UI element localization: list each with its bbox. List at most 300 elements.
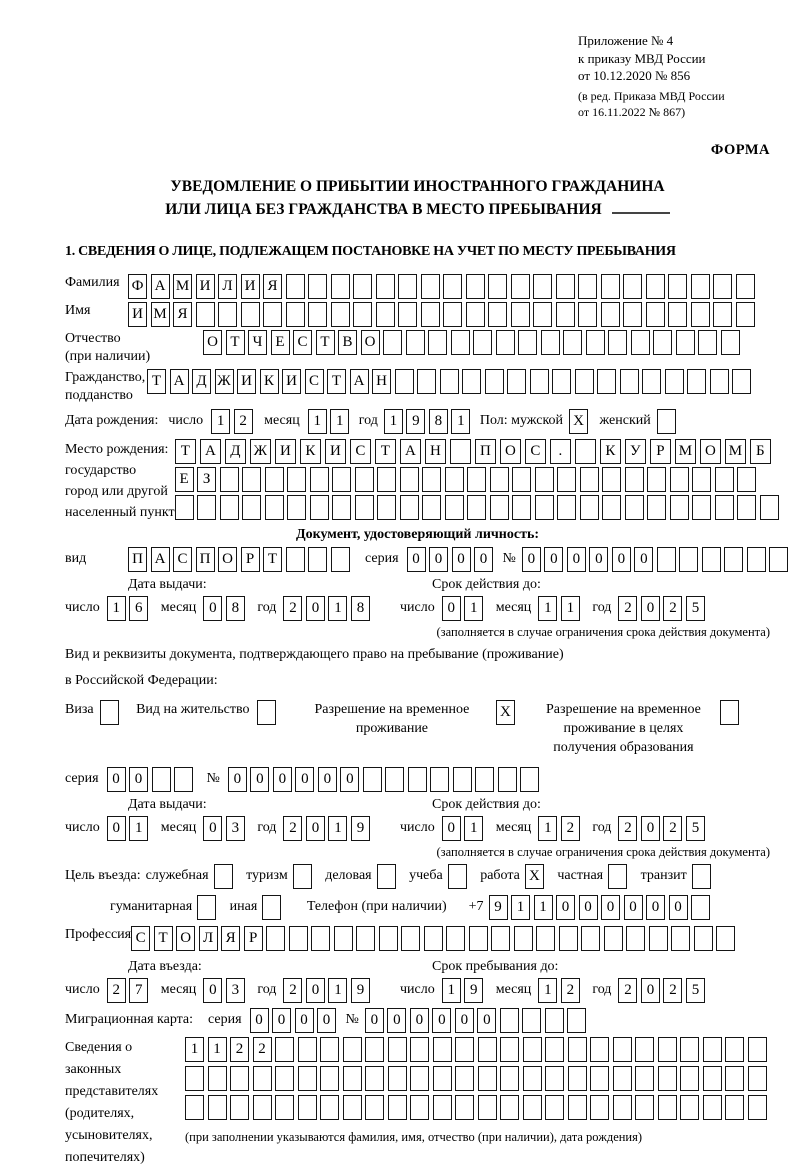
birth-place-cell[interactable] <box>557 495 576 520</box>
legal-reps-cell[interactable] <box>635 1037 654 1062</box>
doc-number-cell[interactable]: 0 <box>522 547 541 572</box>
surname-cell[interactable] <box>736 274 755 299</box>
phone-cell[interactable]: 9 <box>489 895 508 920</box>
doc-issue-year-cell[interactable]: 0 <box>306 596 325 621</box>
patronymic-cell[interactable] <box>631 330 650 355</box>
rvp-number-cell[interactable]: 0 <box>318 767 337 792</box>
patronymic-cell[interactable] <box>496 330 515 355</box>
patronymic-cell[interactable]: С <box>293 330 312 355</box>
purpose-study-cell[interactable] <box>448 864 467 889</box>
profession-cell[interactable] <box>289 926 308 951</box>
rvp-number-cell[interactable]: 0 <box>250 767 269 792</box>
citizenship-cell[interactable] <box>440 369 459 394</box>
birth-place-cell[interactable] <box>287 495 306 520</box>
given-name-cell[interactable] <box>263 302 282 327</box>
doc-number-cell[interactable] <box>657 547 676 572</box>
legal-reps-cell[interactable] <box>320 1095 339 1120</box>
surname-cell[interactable] <box>286 274 305 299</box>
rvp-number-cell[interactable]: 0 <box>340 767 359 792</box>
given-name-cell[interactable] <box>623 302 642 327</box>
patronymic-cell[interactable]: Е <box>271 330 290 355</box>
doc-valid-day-cell[interactable]: 1 <box>464 596 483 621</box>
patronymic-cell[interactable]: Т <box>316 330 335 355</box>
doc-issue-year-cell[interactable]: 8 <box>351 596 370 621</box>
migration-number-cell[interactable] <box>522 1008 541 1033</box>
entry-month-cell[interactable]: 0 <box>203 978 222 1003</box>
profession-cell[interactable]: О <box>176 926 195 951</box>
rvp-valid-month-cell[interactable]: 2 <box>561 816 580 841</box>
given-name-cell[interactable] <box>308 302 327 327</box>
legal-reps-cell[interactable] <box>613 1095 632 1120</box>
rvp-issue-month-cell[interactable]: 0 <box>203 816 222 841</box>
migration-series-cell[interactable]: 0 <box>272 1008 291 1033</box>
surname-cell[interactable]: Я <box>263 274 282 299</box>
profession-cell[interactable] <box>626 926 645 951</box>
rvp-series-cell[interactable] <box>174 767 193 792</box>
doc-series-cell[interactable]: 0 <box>407 547 426 572</box>
citizenship-cell[interactable] <box>530 369 549 394</box>
doc-valid-month-cell[interactable]: 1 <box>561 596 580 621</box>
citizenship-cell[interactable] <box>552 369 571 394</box>
legal-reps-cell[interactable] <box>500 1095 519 1120</box>
birth-place-cell[interactable] <box>467 467 486 492</box>
birth-place-cell[interactable] <box>242 467 261 492</box>
profession-cell[interactable] <box>716 926 735 951</box>
legal-reps-cell[interactable] <box>748 1095 767 1120</box>
surname-cell[interactable]: Л <box>218 274 237 299</box>
birth-day-cell[interactable]: 2 <box>234 409 253 434</box>
patronymic-cell[interactable]: В <box>338 330 357 355</box>
birth-place-cell[interactable] <box>400 495 419 520</box>
migration-series-cell[interactable]: 0 <box>317 1008 336 1033</box>
rvp-number-cell[interactable]: 0 <box>228 767 247 792</box>
legal-reps-cell[interactable] <box>680 1066 699 1091</box>
purpose-private-cell[interactable] <box>608 864 627 889</box>
surname-cell[interactable] <box>533 274 552 299</box>
citizenship-cell[interactable]: К <box>260 369 279 394</box>
surname-cell[interactable] <box>421 274 440 299</box>
doc-issue-day-cell[interactable]: 1 <box>107 596 126 621</box>
legal-reps-cell[interactable] <box>433 1066 452 1091</box>
birth-place-cell[interactable]: С <box>525 439 547 464</box>
birth-place-cell[interactable] <box>737 495 756 520</box>
birth-place-cell[interactable]: Т <box>175 439 197 464</box>
doc-issue-year-cell[interactable]: 2 <box>283 596 302 621</box>
citizenship-cell[interactable]: А <box>350 369 369 394</box>
given-name-cell[interactable] <box>331 302 350 327</box>
visa-cell[interactable] <box>100 700 119 725</box>
citizenship-cell[interactable] <box>732 369 751 394</box>
surname-cell[interactable] <box>443 274 462 299</box>
legal-reps-cell[interactable] <box>253 1066 272 1091</box>
birth-place-cell[interactable]: М <box>675 439 697 464</box>
birth-place-cell[interactable] <box>265 495 284 520</box>
surname-cell[interactable] <box>623 274 642 299</box>
profession-cell[interactable] <box>311 926 330 951</box>
citizenship-cell[interactable] <box>395 369 414 394</box>
profession-cell[interactable]: Т <box>154 926 173 951</box>
birth-place-cell[interactable]: И <box>325 439 347 464</box>
surname-cell[interactable] <box>556 274 575 299</box>
birth-place-cell[interactable]: А <box>400 439 422 464</box>
legal-reps-cell[interactable] <box>298 1066 317 1091</box>
rvp-issue-month-cell[interactable]: 3 <box>226 816 245 841</box>
legal-reps-cell[interactable] <box>275 1037 294 1062</box>
doc-number-cell[interactable] <box>702 547 721 572</box>
migration-number-cell[interactable]: 0 <box>365 1008 384 1033</box>
profession-cell[interactable] <box>356 926 375 951</box>
doc-valid-month-cell[interactable]: 1 <box>538 596 557 621</box>
birth-place-cell[interactable] <box>490 495 509 520</box>
sex-male-cell[interactable]: X <box>569 409 588 434</box>
birth-place-cell[interactable] <box>715 467 734 492</box>
phone-cell[interactable]: 0 <box>601 895 620 920</box>
legal-reps-cell[interactable] <box>635 1095 654 1120</box>
phone-cell[interactable]: 0 <box>579 895 598 920</box>
phone-cell[interactable]: 0 <box>624 895 643 920</box>
doc-valid-year-cell[interactable]: 5 <box>686 596 705 621</box>
legal-reps-cell[interactable] <box>725 1037 744 1062</box>
patronymic-cell[interactable] <box>698 330 717 355</box>
legal-reps-cell[interactable] <box>230 1095 249 1120</box>
residence-permit-cell[interactable] <box>257 700 276 725</box>
legal-reps-cell[interactable] <box>365 1066 384 1091</box>
doc-kind-cell[interactable]: О <box>218 547 237 572</box>
profession-cell[interactable] <box>379 926 398 951</box>
birth-place-cell[interactable]: У <box>625 439 647 464</box>
given-name-cell[interactable] <box>601 302 620 327</box>
birth-place-cell[interactable] <box>602 467 621 492</box>
doc-series-cell[interactable]: 0 <box>452 547 471 572</box>
patronymic-cell[interactable]: Ч <box>248 330 267 355</box>
legal-reps-cell[interactable] <box>320 1037 339 1062</box>
citizenship-cell[interactable] <box>507 369 526 394</box>
citizenship-cell[interactable] <box>687 369 706 394</box>
patronymic-cell[interactable] <box>518 330 537 355</box>
legal-reps-cell[interactable]: 1 <box>208 1037 227 1062</box>
edu-permit-cell[interactable] <box>720 700 739 725</box>
doc-valid-day-cell[interactable]: 0 <box>442 596 461 621</box>
given-name-cell[interactable] <box>196 302 215 327</box>
birth-place-cell[interactable] <box>175 495 194 520</box>
profession-cell[interactable] <box>649 926 668 951</box>
given-name-cell[interactable] <box>556 302 575 327</box>
citizenship-cell[interactable] <box>642 369 661 394</box>
doc-issue-year-cell[interactable]: 1 <box>328 596 347 621</box>
patronymic-cell[interactable] <box>473 330 492 355</box>
birth-place-cell[interactable] <box>535 467 554 492</box>
legal-reps-cell[interactable] <box>523 1095 542 1120</box>
birth-year-cell[interactable]: 1 <box>451 409 470 434</box>
given-name-cell[interactable] <box>713 302 732 327</box>
given-name-cell[interactable]: М <box>151 302 170 327</box>
patronymic-cell[interactable] <box>608 330 627 355</box>
legal-reps-cell[interactable] <box>185 1066 204 1091</box>
birth-place-cell[interactable]: И <box>275 439 297 464</box>
given-name-cell[interactable] <box>578 302 597 327</box>
doc-kind-cell[interactable]: П <box>196 547 215 572</box>
citizenship-cell[interactable]: Ж <box>215 369 234 394</box>
birth-place-cell[interactable] <box>220 467 239 492</box>
birth-place-cell[interactable]: З <box>197 467 216 492</box>
stay-year-cell[interactable]: 2 <box>663 978 682 1003</box>
surname-cell[interactable]: А <box>151 274 170 299</box>
rvp-number-cell[interactable] <box>453 767 472 792</box>
citizenship-cell[interactable] <box>485 369 504 394</box>
birth-place-cell[interactable] <box>422 467 441 492</box>
doc-number-cell[interactable]: 0 <box>567 547 586 572</box>
legal-reps-cell[interactable] <box>590 1095 609 1120</box>
birth-year-cell[interactable]: 1 <box>384 409 403 434</box>
doc-valid-year-cell[interactable]: 2 <box>663 596 682 621</box>
profession-cell[interactable] <box>671 926 690 951</box>
doc-kind-cell[interactable] <box>331 547 350 572</box>
patronymic-cell[interactable] <box>383 330 402 355</box>
birth-place-cell[interactable] <box>692 495 711 520</box>
legal-reps-cell[interactable] <box>253 1095 272 1120</box>
profession-cell[interactable] <box>446 926 465 951</box>
birth-place-cell[interactable] <box>400 467 419 492</box>
birth-year-cell[interactable]: 8 <box>429 409 448 434</box>
surname-cell[interactable] <box>646 274 665 299</box>
legal-reps-cell[interactable] <box>658 1066 677 1091</box>
doc-kind-cell[interactable] <box>286 547 305 572</box>
given-name-cell[interactable]: Я <box>173 302 192 327</box>
citizenship-cell[interactable]: И <box>237 369 256 394</box>
birth-place-cell[interactable]: П <box>475 439 497 464</box>
entry-day-cell[interactable]: 7 <box>129 978 148 1003</box>
citizenship-cell[interactable] <box>417 369 436 394</box>
birth-place-cell[interactable]: Ж <box>250 439 272 464</box>
legal-reps-cell[interactable] <box>343 1095 362 1120</box>
birth-place-cell[interactable] <box>647 467 666 492</box>
legal-reps-cell[interactable] <box>433 1037 452 1062</box>
doc-issue-month-cell[interactable]: 8 <box>226 596 245 621</box>
birth-place-cell[interactable]: Б <box>750 439 772 464</box>
given-name-cell[interactable] <box>443 302 462 327</box>
rvp-number-cell[interactable]: 0 <box>273 767 292 792</box>
surname-cell[interactable] <box>308 274 327 299</box>
citizenship-cell[interactable] <box>710 369 729 394</box>
legal-reps-cell[interactable] <box>545 1037 564 1062</box>
doc-number-cell[interactable]: 0 <box>589 547 608 572</box>
legal-reps-cell[interactable] <box>208 1066 227 1091</box>
legal-reps-cell[interactable]: 2 <box>253 1037 272 1062</box>
legal-reps-cell[interactable] <box>590 1037 609 1062</box>
migration-series-cell[interactable]: 0 <box>295 1008 314 1033</box>
legal-reps-cell[interactable] <box>455 1066 474 1091</box>
legal-reps-cell[interactable] <box>613 1066 632 1091</box>
purpose-official-cell[interactable] <box>214 864 233 889</box>
birth-place-cell[interactable] <box>715 495 734 520</box>
legal-reps-cell[interactable] <box>298 1037 317 1062</box>
legal-reps-cell[interactable] <box>208 1095 227 1120</box>
given-name-cell[interactable] <box>376 302 395 327</box>
surname-cell[interactable] <box>488 274 507 299</box>
citizenship-cell[interactable] <box>597 369 616 394</box>
surname-cell[interactable] <box>578 274 597 299</box>
birth-place-cell[interactable] <box>377 495 396 520</box>
entry-year-cell[interactable]: 9 <box>351 978 370 1003</box>
given-name-cell[interactable]: И <box>128 302 147 327</box>
birth-place-cell[interactable] <box>310 467 329 492</box>
surname-cell[interactable] <box>331 274 350 299</box>
legal-reps-cell[interactable] <box>500 1037 519 1062</box>
birth-place-cell[interactable] <box>422 495 441 520</box>
patronymic-cell[interactable] <box>721 330 740 355</box>
legal-reps-cell[interactable]: 1 <box>185 1037 204 1062</box>
legal-reps-cell[interactable] <box>410 1095 429 1120</box>
legal-reps-cell[interactable] <box>703 1066 722 1091</box>
birth-place-cell[interactable] <box>377 467 396 492</box>
birth-place-cell[interactable] <box>737 467 756 492</box>
stay-year-cell[interactable]: 5 <box>686 978 705 1003</box>
purpose-tourism-cell[interactable] <box>293 864 312 889</box>
doc-issue-day-cell[interactable]: 6 <box>129 596 148 621</box>
purpose-humanitarian-cell[interactable] <box>197 895 216 920</box>
profession-cell[interactable]: Л <box>199 926 218 951</box>
birth-place-cell[interactable] <box>580 467 599 492</box>
given-name-cell[interactable] <box>736 302 755 327</box>
rvp-series-cell[interactable] <box>152 767 171 792</box>
phone-cell[interactable]: 1 <box>534 895 553 920</box>
doc-series-cell[interactable]: 0 <box>474 547 493 572</box>
doc-number-cell[interactable] <box>769 547 788 572</box>
birth-place-cell[interactable]: Р <box>650 439 672 464</box>
legal-reps-cell[interactable] <box>725 1066 744 1091</box>
stay-month-cell[interactable]: 1 <box>538 978 557 1003</box>
birth-place-cell[interactable] <box>512 495 531 520</box>
doc-number-cell[interactable]: 0 <box>544 547 563 572</box>
phone-cell[interactable]: 0 <box>556 895 575 920</box>
birth-place-cell[interactable]: С <box>350 439 372 464</box>
birth-place-cell[interactable] <box>355 495 374 520</box>
entry-year-cell[interactable]: 0 <box>306 978 325 1003</box>
given-name-cell[interactable] <box>466 302 485 327</box>
birth-place-cell[interactable] <box>450 439 472 464</box>
citizenship-cell[interactable]: Д <box>192 369 211 394</box>
legal-reps-cell[interactable] <box>703 1095 722 1120</box>
birth-place-cell[interactable] <box>647 495 666 520</box>
purpose-transit-cell[interactable] <box>692 864 711 889</box>
stay-day-cell[interactable]: 9 <box>464 978 483 1003</box>
citizenship-cell[interactable] <box>575 369 594 394</box>
doc-number-cell[interactable]: 0 <box>612 547 631 572</box>
entry-month-cell[interactable]: 3 <box>226 978 245 1003</box>
patronymic-cell[interactable] <box>541 330 560 355</box>
rvp-number-cell[interactable] <box>385 767 404 792</box>
rvp-number-cell[interactable] <box>363 767 382 792</box>
rvp-series-cell[interactable]: 0 <box>129 767 148 792</box>
phone-cell[interactable]: 1 <box>511 895 530 920</box>
birth-place-cell[interactable] <box>467 495 486 520</box>
birth-place-cell[interactable] <box>220 495 239 520</box>
surname-cell[interactable]: И <box>196 274 215 299</box>
birth-month-cell[interactable]: 1 <box>330 409 349 434</box>
legal-reps-cell[interactable] <box>613 1037 632 1062</box>
purpose-business-cell[interactable] <box>377 864 396 889</box>
given-name-cell[interactable] <box>488 302 507 327</box>
citizenship-cell[interactable] <box>620 369 639 394</box>
birth-place-cell[interactable] <box>535 495 554 520</box>
patronymic-cell[interactable]: Т <box>226 330 245 355</box>
birth-place-cell[interactable]: О <box>700 439 722 464</box>
given-name-cell[interactable] <box>286 302 305 327</box>
legal-reps-cell[interactable] <box>478 1037 497 1062</box>
patronymic-cell[interactable] <box>406 330 425 355</box>
doc-kind-cell[interactable]: С <box>173 547 192 572</box>
birth-day-cell[interactable]: 1 <box>211 409 230 434</box>
patronymic-cell[interactable] <box>676 330 695 355</box>
legal-reps-cell[interactable] <box>388 1095 407 1120</box>
legal-reps-cell[interactable] <box>433 1095 452 1120</box>
legal-reps-cell[interactable] <box>568 1066 587 1091</box>
citizenship-cell[interactable]: С <box>305 369 324 394</box>
patronymic-cell[interactable] <box>563 330 582 355</box>
given-name-cell[interactable] <box>398 302 417 327</box>
citizenship-cell[interactable]: Т <box>147 369 166 394</box>
legal-reps-cell[interactable] <box>275 1095 294 1120</box>
surname-cell[interactable] <box>511 274 530 299</box>
surname-cell[interactable] <box>668 274 687 299</box>
legal-reps-cell[interactable] <box>388 1037 407 1062</box>
given-name-cell[interactable] <box>241 302 260 327</box>
birth-place-cell[interactable] <box>602 495 621 520</box>
doc-kind-cell[interactable]: Р <box>241 547 260 572</box>
legal-reps-cell[interactable] <box>703 1037 722 1062</box>
birth-place-cell[interactable] <box>310 495 329 520</box>
rvp-number-cell[interactable] <box>430 767 449 792</box>
legal-reps-cell[interactable]: 2 <box>230 1037 249 1062</box>
birth-place-cell[interactable] <box>625 495 644 520</box>
migration-series-cell[interactable]: 0 <box>250 1008 269 1033</box>
birth-place-cell[interactable] <box>575 439 597 464</box>
stay-year-cell[interactable]: 0 <box>641 978 660 1003</box>
doc-issue-month-cell[interactable]: 0 <box>203 596 222 621</box>
legal-reps-cell[interactable] <box>545 1066 564 1091</box>
legal-reps-cell[interactable] <box>230 1066 249 1091</box>
legal-reps-cell[interactable] <box>275 1066 294 1091</box>
rvp-valid-year-cell[interactable]: 5 <box>686 816 705 841</box>
citizenship-cell[interactable]: Т <box>327 369 346 394</box>
birth-place-cell[interactable] <box>242 495 261 520</box>
surname-cell[interactable] <box>713 274 732 299</box>
doc-kind-cell[interactable]: А <box>151 547 170 572</box>
birth-year-cell[interactable]: 9 <box>406 409 425 434</box>
rvp-valid-day-cell[interactable]: 1 <box>464 816 483 841</box>
legal-reps-cell[interactable] <box>680 1037 699 1062</box>
migration-number-cell[interactable]: 0 <box>387 1008 406 1033</box>
legal-reps-cell[interactable] <box>185 1095 204 1120</box>
legal-reps-cell[interactable] <box>523 1037 542 1062</box>
legal-reps-cell[interactable] <box>680 1095 699 1120</box>
doc-valid-year-cell[interactable]: 2 <box>618 596 637 621</box>
rvp-valid-year-cell[interactable]: 2 <box>618 816 637 841</box>
birth-place-cell[interactable] <box>265 467 284 492</box>
stay-month-cell[interactable]: 2 <box>561 978 580 1003</box>
migration-number-cell[interactable]: 0 <box>432 1008 451 1033</box>
legal-reps-cell[interactable] <box>410 1037 429 1062</box>
rvp-issue-day-cell[interactable]: 1 <box>129 816 148 841</box>
birth-place-cell[interactable] <box>332 495 351 520</box>
surname-cell[interactable]: И <box>241 274 260 299</box>
legal-reps-cell[interactable] <box>365 1095 384 1120</box>
entry-day-cell[interactable]: 2 <box>107 978 126 1003</box>
rvp-issue-day-cell[interactable]: 0 <box>107 816 126 841</box>
migration-number-cell[interactable]: 0 <box>410 1008 429 1033</box>
birth-place-cell[interactable] <box>287 467 306 492</box>
birth-place-cell[interactable] <box>760 495 779 520</box>
